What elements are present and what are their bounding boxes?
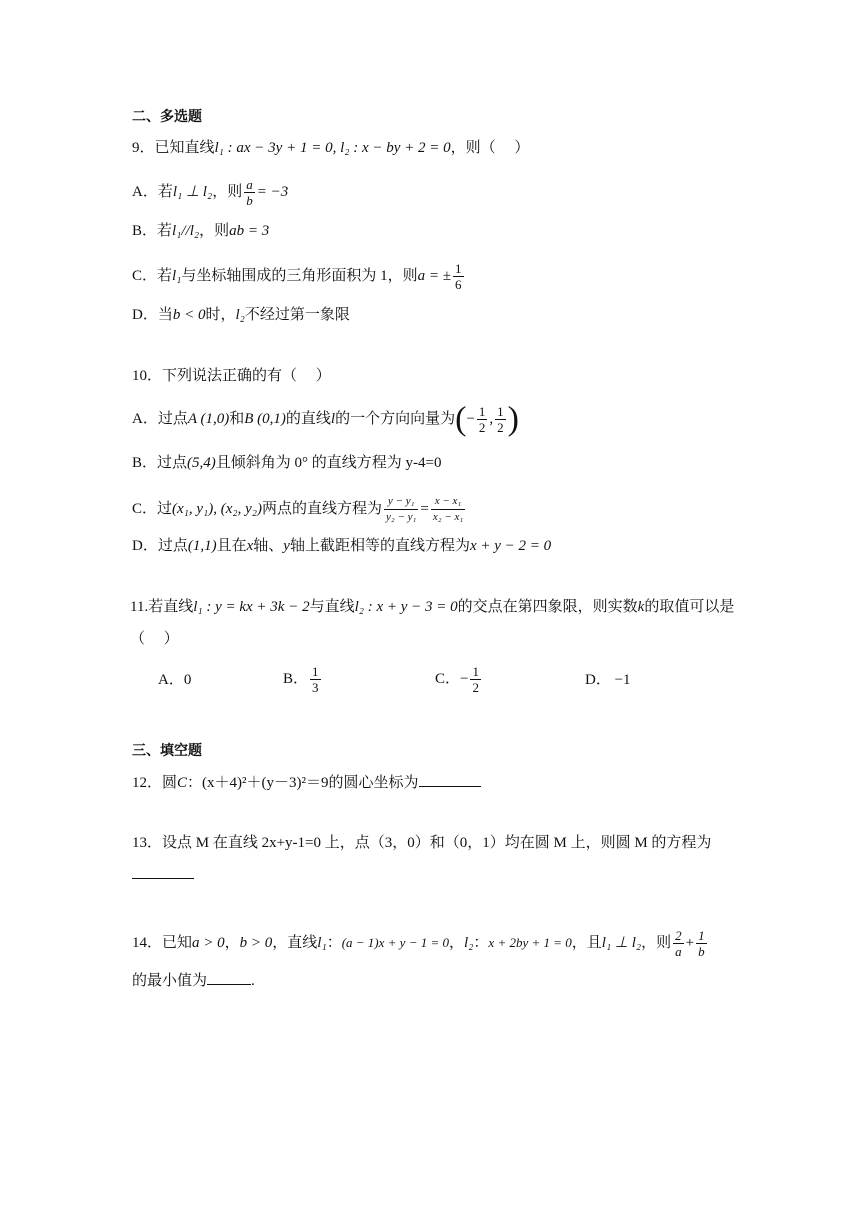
- q11-option-a: A．0: [158, 672, 192, 688]
- q11-b-num: 1: [312, 664, 319, 679]
- q9-c-condition: l₁: [172, 267, 182, 284]
- q14-eq2: x + 2by + 1 = 0: [488, 934, 572, 950]
- question-11-paren: （ ）: [130, 631, 179, 647]
- q10-d-equation: x + y − 2 = 0: [469, 538, 552, 554]
- q14-sep1: ，: [224, 934, 240, 951]
- q9-d-suffix: 不经过第一象限: [244, 307, 350, 323]
- q10-a-line-l: l: [330, 410, 336, 427]
- q10-a-mid2: 的一个方向向量为: [335, 410, 456, 427]
- section-heading-fill-in: 三、填空题: [132, 743, 202, 759]
- q11-option-b: [283, 664, 323, 695]
- q9-a-rhs: = −3: [256, 183, 289, 200]
- q12-suffix: 的圆心坐标为: [328, 775, 419, 791]
- q13-answer-blank[interactable]: [132, 864, 194, 879]
- q11-c-fraction: [470, 664, 481, 695]
- q11-option-d: D． −1: [585, 672, 631, 688]
- q10-d-prefix: D．过点: [132, 538, 188, 554]
- q10-a-v1-fraction: [477, 404, 488, 435]
- q10-a-v1-num: 1: [478, 404, 486, 419]
- q10-c-equals: =: [420, 500, 429, 517]
- q9-a-condition: l₁ ⊥ l₂: [172, 183, 213, 200]
- q10-a-right-paren: ): [507, 400, 519, 438]
- q12-expression: ：(x＋4)²＋(y－3)²＝9: [187, 775, 329, 791]
- q10-d-mid: 且在: [216, 538, 247, 554]
- q9-d-mid: 时，: [205, 307, 236, 323]
- q9-a-fraction: [244, 177, 255, 208]
- q14-cond-b: b > 0: [239, 934, 273, 951]
- q9-stem-prefix: 9．已知直线: [132, 140, 215, 156]
- q10-c-points: (x₁, y₁), (x₂, y₂): [172, 500, 262, 517]
- q14-colon2: ：: [473, 934, 489, 951]
- q10-a-point-a: A (1,0): [187, 410, 230, 427]
- q9-a-mid: ，则: [212, 183, 243, 200]
- q14-period: .: [251, 973, 255, 989]
- q11-line-2: l₂ : x + y − 3 = 0: [354, 599, 458, 615]
- q14-mid: ，直线: [272, 934, 318, 951]
- q11-stem-post: 的交点在第四象限，则实数: [457, 599, 638, 615]
- q9-b-rhs: ab = 3: [229, 223, 270, 239]
- q11-b-label: B．: [283, 670, 309, 687]
- question-12: [132, 772, 481, 794]
- q14-eq1: (a − 1)x + y − 1 = 0: [341, 934, 449, 950]
- q10-a-v2-fraction: [495, 404, 506, 435]
- question-11-stem: [130, 596, 734, 618]
- question-13-blank-line: [132, 864, 194, 886]
- q14-f1-den: a: [675, 944, 682, 959]
- q14-colon1: ：: [326, 934, 342, 951]
- q14-cond-a: a > 0: [192, 934, 225, 951]
- q14-l1: l₁: [317, 934, 327, 951]
- q10-c-f1-num: y − y₁: [384, 494, 418, 510]
- q11-b-fraction: [310, 664, 321, 695]
- q9-c-prefix: C．若: [132, 267, 173, 284]
- q10-c-prefix: C．过: [132, 500, 173, 517]
- q9-stem-suffix: ，则（ ）: [450, 140, 530, 156]
- q14-f2-num: 1: [698, 928, 705, 943]
- q9-c-fraction: [453, 261, 464, 292]
- q11-b-den: 3: [312, 680, 319, 695]
- q9-b-condition: l₁//l₂: [172, 223, 200, 239]
- question-10-option-a: [132, 400, 519, 438]
- q14-f2-den: b: [698, 944, 705, 959]
- q9-c-frac-num: 1: [455, 261, 462, 276]
- question-9-option-b: [132, 220, 269, 242]
- q14-min-text: 的最小值为: [132, 973, 208, 989]
- q10-d-x-axis: x: [246, 538, 254, 554]
- q14-mid3: ，则: [641, 934, 672, 951]
- q10-d-y-axis: y: [283, 538, 290, 554]
- q9-d-prefix: D．当: [132, 307, 173, 323]
- q12-circle-c: C: [177, 775, 188, 791]
- question-10-option-b: [132, 452, 441, 474]
- q14-fraction-1: [673, 928, 684, 959]
- q9-c-mid: 与坐标轴围成的三角形面积为 1，则: [181, 267, 418, 284]
- q14-f1-num: 2: [675, 928, 682, 943]
- q11-c-label: C．: [435, 670, 461, 687]
- q14-perp: l₁ ⊥ l₂: [601, 934, 642, 951]
- question-9-option-c: [132, 261, 466, 292]
- q9-d-condition: b < 0: [172, 307, 206, 323]
- question-10-option-d: [132, 535, 551, 557]
- q12-answer-blank[interactable]: [419, 772, 481, 787]
- q10-c-f2-num: x − x₁: [431, 494, 465, 510]
- question-10-option-c: [132, 494, 467, 525]
- q10-c-f2-den: x₂ − x₁: [432, 511, 464, 523]
- q10-b-point: (5,4): [187, 455, 216, 471]
- q10-a-comma: ,: [489, 410, 494, 427]
- q11-c-sign: −: [460, 670, 469, 687]
- q14-sep2: ，: [449, 934, 465, 951]
- q10-c-f1-den: y₂ − y₁: [386, 511, 417, 523]
- q9-b-mid: ，则: [199, 223, 230, 239]
- q14-mid2: ，且: [571, 934, 602, 951]
- q10-b-prefix: B．过点: [132, 455, 188, 471]
- q10-c-fraction-right: [431, 494, 465, 525]
- q9-c-frac-den: 6: [455, 277, 462, 292]
- q11-stem-prefix: 11.若直线: [130, 599, 194, 615]
- question-13: 13．设点 M 在直线 2x+y-1=0 上，点（3，0）和（0，1）均在圆 M 上，则圆 M 的方程为: [132, 835, 712, 851]
- q14-plus: +: [685, 934, 695, 951]
- q11-k: k: [637, 599, 645, 615]
- q9-stem-expression: l₁ : ax − 3y + 1 = 0, l₂ : x − by + 2 = 0: [214, 140, 451, 156]
- question-9-option-d: [132, 304, 350, 326]
- q10-a-v2-den: 2: [497, 420, 504, 435]
- q11-option-c: [435, 664, 483, 695]
- question-14-line-2: [132, 970, 255, 992]
- q14-prefix: 14．已知: [132, 934, 193, 951]
- q10-c-mid: 两点的直线方程为: [262, 500, 383, 517]
- q10-d-mid3: 轴上截距相等的直线方程为: [289, 538, 470, 554]
- q10-a-mid: 的直线: [285, 410, 331, 427]
- q10-a-left-paren: (: [455, 400, 467, 438]
- q10-d-point: (1,1): [187, 538, 217, 554]
- q10-a-point-b: B (0,1): [244, 410, 286, 427]
- q10-a-v2-num: 1: [497, 404, 504, 419]
- q9-a-frac-num: a: [246, 177, 253, 192]
- q10-c-fraction-left: [384, 494, 418, 525]
- q14-l2: l₂: [464, 934, 474, 951]
- question-9-stem: [132, 137, 529, 159]
- question-10-stem: 10．下列说法正确的有（ ）: [132, 368, 331, 384]
- q14-fraction-2: [696, 928, 707, 959]
- q11-c-den: 2: [472, 680, 479, 695]
- q10-a-v1-sign: −: [466, 410, 475, 427]
- q10-a-and: 和: [229, 410, 245, 427]
- q9-d-line: l₂: [235, 307, 245, 323]
- section-heading-multiple-choice: 二、多选题: [132, 109, 202, 125]
- q11-stem-mid: 与直线: [309, 599, 355, 615]
- q10-a-prefix: A．过点: [132, 410, 188, 427]
- q10-a-v1-den: 2: [478, 420, 486, 435]
- q9-a-frac-den: b: [246, 193, 253, 208]
- q9-c-rhs: a = ±: [417, 267, 452, 284]
- q11-c-num: 1: [472, 664, 479, 679]
- q9-a-prefix: A．若: [132, 183, 173, 200]
- q11-line-1: l₁ : y = kx + 3k − 2: [193, 599, 310, 615]
- question-14: [132, 928, 709, 959]
- question-9-option-a: [132, 177, 288, 208]
- q12-prefix: 12．圆: [132, 775, 178, 791]
- q9-b-prefix: B．若: [132, 223, 173, 239]
- q14-answer-blank[interactable]: [207, 970, 251, 985]
- q11-stem-end: 的取值可以是: [644, 599, 735, 615]
- q10-d-mid2: 轴、: [253, 538, 284, 554]
- q10-b-suffix: 且倾斜角为 0° 的直线方程为 y-4=0: [215, 455, 442, 471]
